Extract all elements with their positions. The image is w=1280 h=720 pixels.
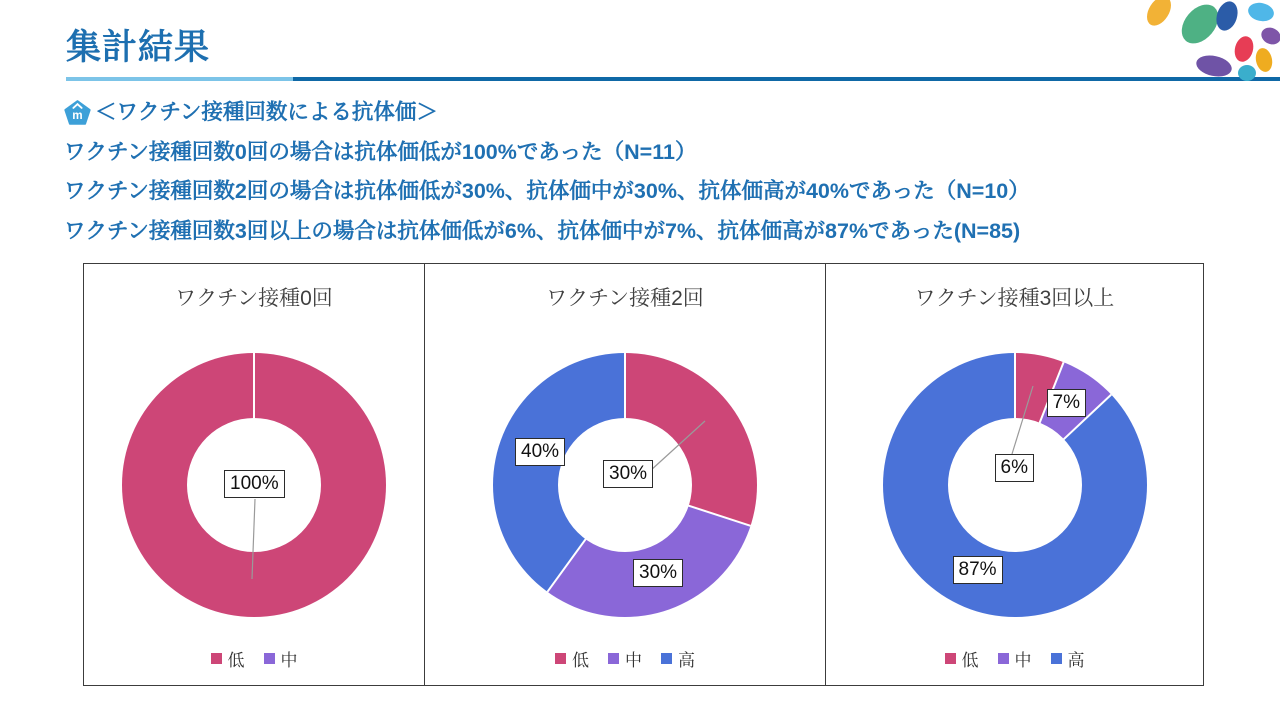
- legend-label-low: 低: [227, 651, 245, 670]
- chart-panels: [83, 263, 1204, 686]
- data-label-high: 87%: [953, 556, 1003, 584]
- legend-item-mid: [608, 646, 642, 671]
- data-label-low: 100%: [224, 470, 285, 498]
- legend: [211, 646, 298, 671]
- summary-heading: ＜ワクチン接種回数による抗体価＞: [95, 100, 438, 124]
- donut-hole: [948, 418, 1082, 552]
- chart-panel-0-doses: [83, 263, 425, 686]
- legend-swatch-mid: [264, 653, 275, 664]
- title-underline-light: [66, 77, 293, 81]
- legend-item-low: [211, 646, 245, 671]
- donut-chart-0-doses: [122, 353, 386, 617]
- svg-text:m: m: [72, 109, 83, 123]
- legend: [555, 646, 695, 671]
- logo-petal-yellow: [1142, 0, 1176, 30]
- logo-petal-lightblue: [1246, 0, 1275, 23]
- legend-label-low: 低: [961, 651, 979, 670]
- data-label-low: 6%: [995, 454, 1034, 482]
- legend-item-mid: [264, 646, 298, 671]
- summary-line-1: ワクチン接種回数2回の場合は抗体価低が30%、抗体価中が30%、抗体価高が40%であった（N=10）: [64, 179, 1030, 203]
- data-label-low: 30%: [603, 460, 653, 488]
- data-label-high: 40%: [515, 438, 565, 466]
- legend-label-mid: 中: [1014, 651, 1032, 670]
- legend-item-high: [661, 646, 695, 671]
- chart-title-3plus-doses: ワクチン接種3回以上: [914, 287, 1115, 310]
- summary-line-2: ワクチン接種回数3回以上の場合は抗体価低が6%、抗体価中が7%、抗体価高が87%であった(N=85): [64, 218, 1021, 243]
- legend-item-high: [1051, 646, 1085, 671]
- legend-swatch-low: [555, 653, 566, 664]
- logo-petal-purple-right: [1259, 25, 1280, 48]
- page-title: 集計結果: [66, 28, 211, 67]
- legend-item-low: [945, 646, 979, 671]
- legend-label-high: 高: [678, 651, 695, 670]
- legend-item-low: [555, 646, 589, 671]
- logo-petal-darkblue: [1213, 0, 1241, 33]
- legend-label-mid: 中: [625, 651, 642, 670]
- data-label-mid: 30%: [633, 559, 683, 587]
- donut-chart-3plus-doses: [883, 353, 1147, 617]
- summary-line-0: ワクチン接種回数0回の場合は抗体価低が100%であった（N=11）: [64, 139, 697, 164]
- legend: [945, 646, 1085, 671]
- legend-swatch-mid: [608, 653, 619, 664]
- legend-label-high: 高: [1067, 651, 1085, 670]
- chart-title-2-doses: ワクチン接種2回: [546, 287, 704, 310]
- legend-swatch-high: [661, 653, 672, 664]
- donut-chart-2-doses: [493, 353, 757, 617]
- summary-heading-row: [64, 93, 1030, 133]
- legend-swatch-low: [945, 653, 956, 664]
- home-pentagon-icon: [64, 100, 91, 125]
- data-label-mid: 7%: [1047, 389, 1086, 417]
- legend-item-mid: [998, 646, 1032, 671]
- legend-label-low: 低: [572, 651, 589, 670]
- logo-petal-red: [1232, 34, 1256, 64]
- brand-logo-icon: [1130, 0, 1280, 90]
- logo-petal-yellow-right: [1254, 47, 1275, 74]
- legend-swatch-low: [211, 653, 222, 664]
- summary-block: [64, 93, 1030, 251]
- chart-panel-2-doses: [424, 263, 826, 686]
- legend-label-mid: 中: [280, 651, 298, 670]
- chart-panel-3plus-doses: [825, 263, 1204, 686]
- legend-swatch-high: [1051, 653, 1062, 664]
- chart-title-0-doses: ワクチン接種0回: [175, 287, 333, 310]
- legend-swatch-mid: [998, 653, 1009, 664]
- logo-petal-purple-bottom: [1194, 52, 1233, 79]
- logo-petal-teal: [1238, 65, 1256, 81]
